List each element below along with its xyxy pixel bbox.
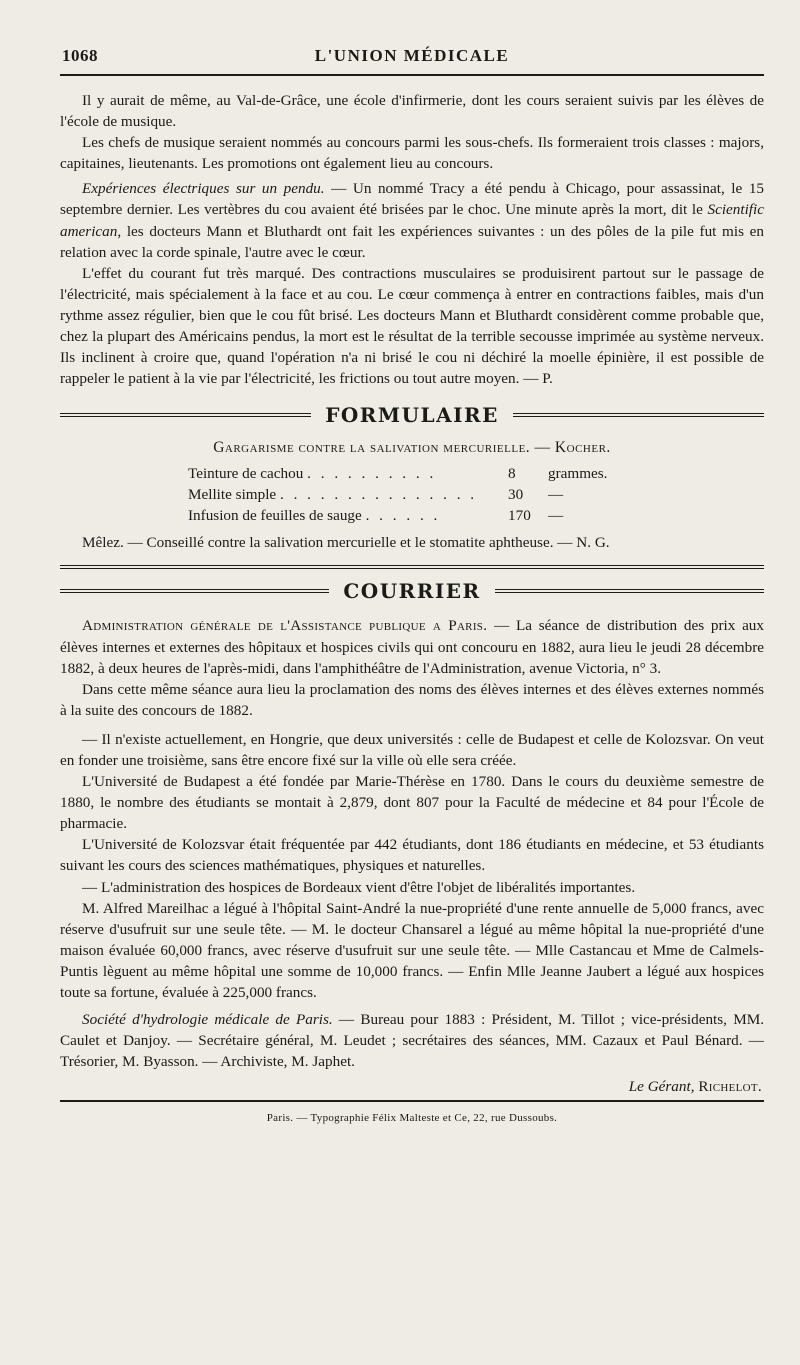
signature-name: Richelot. [698, 1078, 762, 1096]
page-number: 1068 [62, 46, 98, 65]
heading-rule-right [495, 589, 764, 593]
societe-title: Société d'hydrologie médicale de Paris. [82, 1011, 333, 1029]
heading-rule-left [60, 589, 329, 593]
ingredient-row [188, 463, 764, 484]
ingredient-name: Infusion de feuilles de sauge . . . . . . [188, 507, 441, 525]
assistance-paragraph-1: Administration générale de l'Assistance publique a Paris. — La séance de distribution des prix aux élèves internes et externes des hôpitaux et hospices civils qui ont concouru en 1882, aura lieu le jeudi 28 décembre 1882, à deux heures de l'après-midi, dans l'amphithéâtre de l'Administration, avenue Victoria, n° 3. [60, 617, 764, 677]
formulaire-heading-row [60, 403, 764, 427]
printer-imprint: Paris. — Typographie Félix Malteste et Ce, 22, rue Dussoubs. [266, 1112, 558, 1125]
recipe-ingredients [188, 463, 764, 526]
ingredient-row [188, 484, 764, 505]
bordeaux-paragraph-1: — L'administration des hospices de Bordeaux vient d'être l'objet de libéralités importantes. [82, 878, 636, 896]
experiences-paragraph-1 [60, 178, 764, 262]
page-header [60, 40, 764, 74]
ingredient-name: Mellite simple . . . . . . . . . . . . . . . [188, 486, 478, 504]
bordeaux-paragraph-2: M. Alfred Mareilhac a légué à l'hôpital Saint-André la nue-propriété d'une rente annuelle de 5,000 francs, avec réserve d'usufruit sur une seule tête. — M. le docteur Chansarel a légué au même hôpital la nue-propriété d'une maison évaluée 60,000 francs, avec réserve d'usufruit sur une seule tête. — Mlle Castancau et Mme de Calmels-Puntis lèguent au même hôpital une somme de 10,000 francs. — Enfin Mlle Jeanne Jaubert a légué aux hospices toute sa fortune, évaluée à 225,000 francs. [60, 899, 764, 1001]
ingredient-quantity: 170 [508, 507, 531, 525]
hongrie-paragraph-2: L'Université de Budapest a été fondée par Marie-Thérèse en 1780. Dans le cours du deuxième semestre de 1880, le nombre des étudiants se montait à 2,879, dont 807 pour la Faculté de médecine et 84 pour l'École de pharmacie. [60, 773, 764, 833]
formulaire-heading: FORMULAIRE [325, 403, 499, 428]
experiences-title: Expériences électriques sur un pendu. [82, 180, 325, 198]
experiences-text-a: — Un nommé Tracy a été pendu à Chicago, pour assassinat, le 15 septembre dernier. Les vertèbres du cou avaient été brisées par le choc. Une minute après la mort, dit le [60, 180, 765, 219]
intro-paragraph-1: Il y aurait de même, au Val-de-Grâce, une école d'infirmerie, dont les cours seraient suivis par les élèves de l'école de musique. [60, 92, 764, 131]
ingredient-unit: — [548, 486, 564, 504]
ingredient-name: Teinture de cachou . . . . . . . . . . [188, 465, 437, 483]
journal-name: Scientific american [60, 201, 764, 240]
hongrie-paragraph-3: L'Université de Kolozsvar était fréquentée par 442 étudiants, dont 186 étudiants en médecine, et 53 étudiants suivant les cours des sciences mathématiques, physiques et naturelles. [60, 836, 764, 875]
running-title: L'UNION MÉDICALE [314, 46, 510, 65]
signature [60, 1078, 764, 1096]
assistance-title: Administration générale de l'Assistance publique a Paris. [82, 617, 488, 635]
footer-rule [60, 1100, 764, 1102]
experiences-paragraph-2: L'effet du courant fut très marqué. Des contractions musculaires se produisirent partout sur le passage de l'électricité, mais spécialement à la face et au cou. Le cœur commença à entrer en contractions faibles, mais d'un rythme assez régulier, bien que le cou fût brisé. Les docteurs Mann et Bluthardt considèrent comme probable que, chez la plupart des Américains pendus, la mort est le résultat de la terrible secousse imprimée au système nerveux. Ils inclinent à croire que, quand l'opération n'a ni brisé le cou ni déchiré la moelle épinière, il est possible de rappeler le patient à la vie par l'électricité, les frictions ou tout autre moyen. — P. [60, 264, 764, 388]
ingredient-unit: grammes. [548, 465, 608, 483]
societe-paragraph: Société d'hydrologie médicale de Paris. — Bureau pour 1883 : Président, M. Tillot ; vice-présidents, MM. Caulet et Danjoy. — Secrétaire général, M. Leudet ; secrétaires des séances, MM. Cazaux et Paul Bénard. — Trésorier, M. Byasson. — Archiviste, M. Japhet. [60, 1011, 764, 1071]
courrier-heading-row [60, 579, 764, 603]
experiences-text-b: , les docteurs Mann et Bluthardt ont fait les expériences suivantes : un des pôles de la pile fut mis en relation avec la corde spinale, l'autre avec le cœur. [60, 222, 764, 261]
intro-paragraph-2: Les chefs de musique seraient nommés au concours parmi les sous-chefs. Ils formeraient trois classes : majors, capitaines, lieutenants. Les promotions ont également lieu au concours. [60, 134, 764, 173]
ingredient-quantity: 8 [508, 465, 516, 483]
signature-label: Le Gérant, [628, 1078, 695, 1096]
recipe-note: Mêlez. — Conseillé contre la salivation mercurielle et le stomatite aphtheuse. — N. G. [82, 534, 610, 552]
recipe-title: Gargarisme contre la salivation mercurielle. — Kocher. [213, 439, 611, 457]
section-separator [60, 565, 764, 569]
ingredient-unit: — [548, 507, 564, 525]
ingredient-row [188, 505, 764, 526]
ingredient-quantity: 30 [508, 486, 524, 504]
assistance-paragraph-2: Dans cette même séance aura lieu la proclamation des noms des élèves internes et des élèves externes nommés à la suite des concours de 1882. [60, 680, 764, 719]
courrier-heading: COURRIER [343, 579, 481, 604]
hongrie-paragraph-1: — Il n'existe actuellement, en Hongrie, que deux universités : celle de Budapest et celle de Kolozsvar. On veut en fonder une troisième, sans être encore fixé sur la ville où elle sera créée. [60, 730, 764, 769]
heading-rule-left [60, 413, 311, 417]
heading-rule-right [513, 413, 764, 417]
